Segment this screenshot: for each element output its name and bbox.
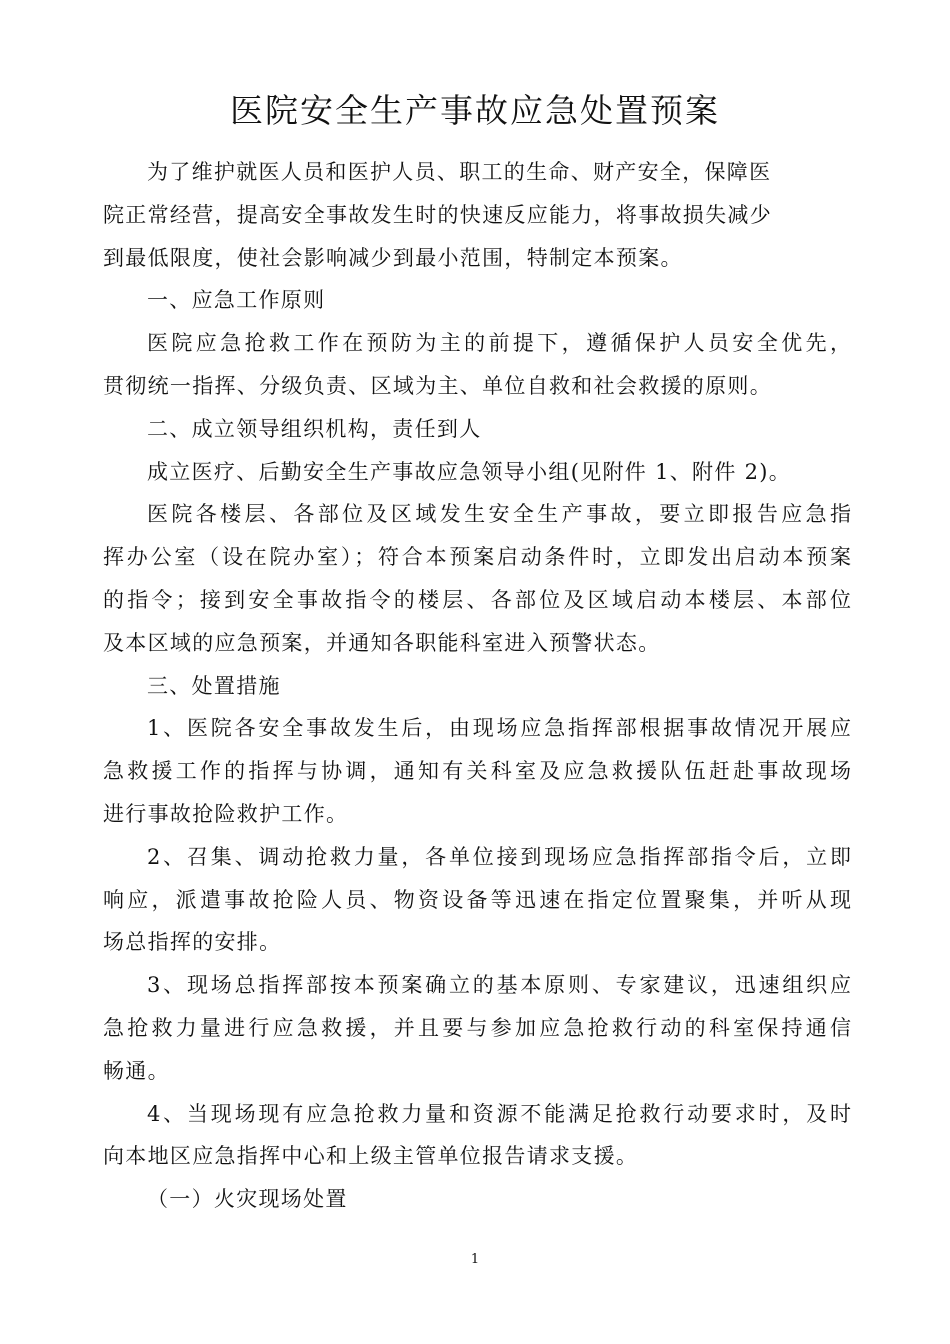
text-line: 进行事故抢险救护工作。 [103,801,349,826]
text-line: 二、成立领导组织机构，责任到人 [147,416,482,441]
document-title: 医院安全生产事故应急处置预案 [230,91,720,130]
text-line: 响应，派遣事故抢险人员、物资设备等迅速在指定位置聚集，并听从现 [103,887,851,912]
text-line: 医院各楼层、各部位及区域发生安全生产事故，要立即报告应急指 [147,502,851,527]
text-line: 贯彻统一指挥、分级负责、区域为主、单位自救和社会救援的原则。 [103,373,772,398]
text-line: 4、当现场现有应急抢救力量和资源不能满足抢救行动要求时，及时 [147,1101,851,1126]
text-line: （一）火灾现场处置 [147,1187,348,1212]
text-line: 向本地区应急指挥中心和上级主管单位报告请求支援。 [103,1144,639,1169]
text-line: 急抢救力量进行应急救援，并且要与参加应急抢救行动的科室保持通信 [103,1015,851,1040]
text-line: 及本区域的应急预案，并通知各职能科室进入预警状态。 [103,630,661,655]
text-line: 畅通。 [103,1058,170,1083]
text-line: 到最低限度，使社会影响减少到最小范围，特制定本预案。 [103,245,683,270]
text-line: 2、召集、调动抢救力量，各单位接到现场应急指挥部指令后，立即 [147,844,851,869]
text-line: 3、现场总指挥部按本预案确立的基本原则、专家建议，迅速组织应 [147,973,851,998]
text-line: 挥办公室（设在院办室）；符合本预案启动条件时，立即发出启动本预案 [103,545,851,570]
text-line: 医院应急抢救工作在预防为主的前提下，遵循保护人员安全优先， [147,331,851,356]
text-line: 急救援工作的指挥与协调，通知有关科室及应急救援队伍赶赴事故现场 [103,759,851,784]
text-line: 的指令；接到安全事故指令的楼层、各部位及区域启动本楼层、本部位 [103,587,851,612]
text-line: 一、应急工作原则 [147,288,326,313]
text-line: 场总指挥的安排。 [103,930,282,955]
text-line: 三、处置措施 [147,673,281,698]
text-line: 1、医院各安全事故发生后，由现场应急指挥部根据事故情况开展应 [147,716,851,741]
page-number: 1 [470,1252,480,1267]
text-line: 为了维护就医人员和医护人员、职工的生命、财产安全，保障医 [147,160,772,184]
text-line: 院正常经营，提高安全事故发生时的快速反应能力，将事故损失减少 [103,202,772,227]
text-line: 成立医疗、后勤安全生产事故应急领导小组(见附件 1、附件 2)。 [147,459,792,484]
document-body [103,151,851,1221]
